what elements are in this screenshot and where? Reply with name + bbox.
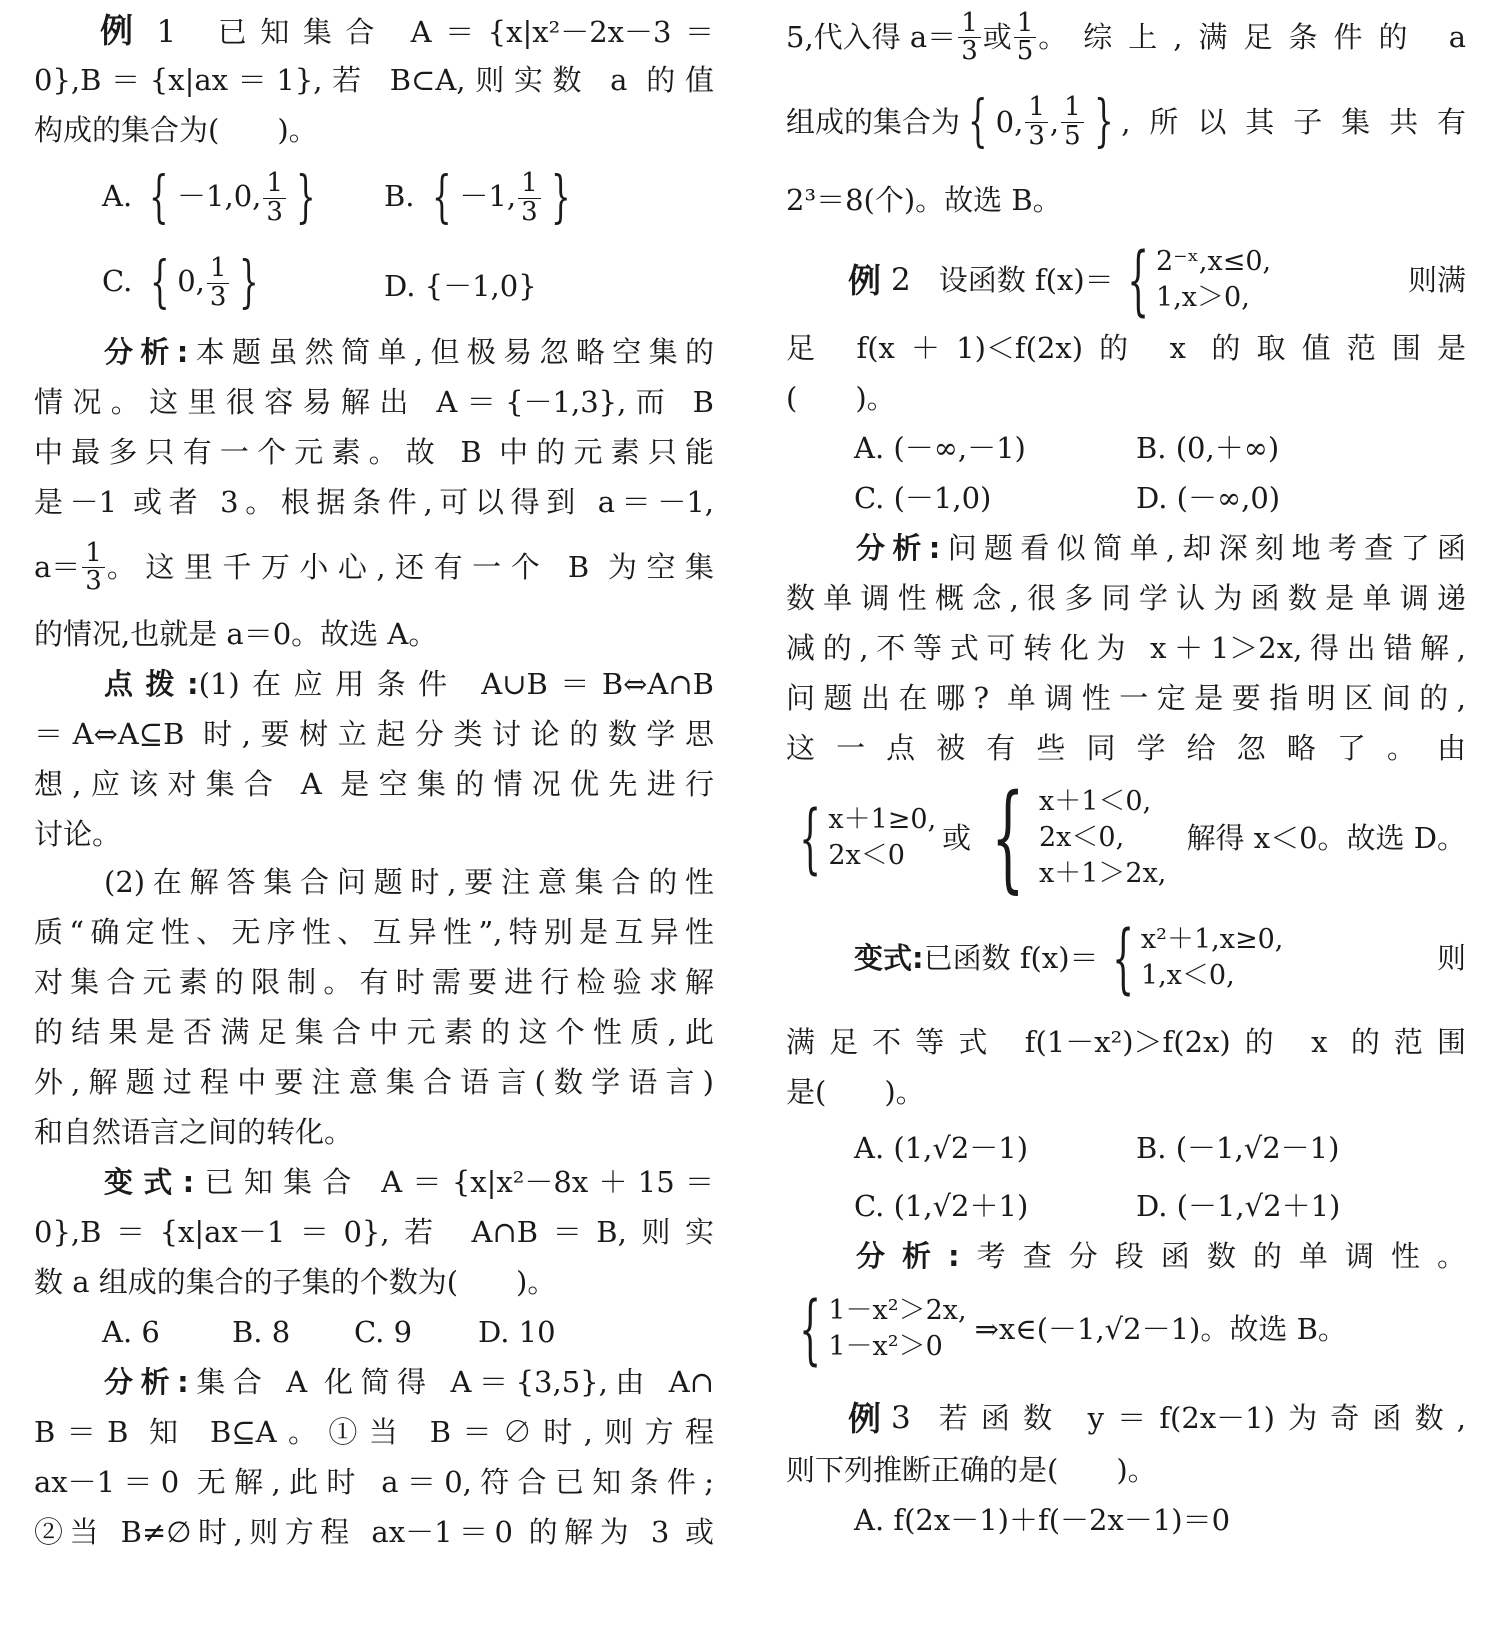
- analysis-2-line-2: B＝B 知 B⊆A。①当 B＝∅时,则方程: [34, 1415, 714, 1449]
- analysis-label: 分析:: [104, 335, 189, 369]
- tip-line-10: 和自然语言之间的转化。: [34, 1115, 354, 1149]
- tip-line-1: 点拨:(1)在应用条件 A∪B＝B⇔A∩B: [104, 667, 714, 701]
- analysis-1-line-5: a＝ $\frac{1}{3}$ 。这里千万小心,还有一个 B 为空集: [34, 538, 714, 597]
- analysis-1-line-6: 的情况,也就是 a＝0。故选 A。: [34, 617, 438, 651]
- example-1-option-c[interactable]: [102, 250, 267, 315]
- right-brace: }: [550, 165, 571, 230]
- example-1-option-b[interactable]: [384, 165, 578, 230]
- analysis-4-system: { 1－x²＞2x, 1－x²＞0 ⇒x∈(－1,√2－1)。故选 B。: [786, 1284, 1466, 1374]
- system-2: { x＋1＜0, 2x＜0, x＋1＞2x,: [991, 770, 1167, 905]
- analysis-label: 分析:: [856, 1239, 960, 1273]
- analysis-3-line-3: 减的,不等式可转化为 x＋1＞2x,得出错解,: [786, 631, 1466, 665]
- variant-label: 变式:: [854, 940, 924, 975]
- fraction-one-third: $\frac{1}{3}$: [518, 170, 541, 226]
- tip-line-4: 讨论。: [34, 817, 122, 851]
- tip-line-7: 对集合元素的限制。有时需要进行检验求解: [34, 965, 714, 999]
- left-brace: {: [431, 165, 452, 230]
- example-1-line-2: 0},B＝{x|ax＝1},若 B⊂A,则实数 a 的值: [34, 63, 714, 97]
- tip-line-3: 想,应该对集合 A 是空集的情况优先进行: [34, 767, 714, 801]
- example-3-option-a[interactable]: A. f(2x－1)＋f(－2x－1)＝0: [854, 1503, 1231, 1537]
- fraction-one-third: $\frac{1}{3}$: [263, 170, 286, 226]
- right-brace: }: [1093, 89, 1114, 154]
- fraction-one-third: $\frac{1}{3}$: [1025, 94, 1048, 150]
- right-brace: }: [295, 165, 316, 230]
- analysis-1-line-4: 是－1 或者 3。根据条件,可以得到 a＝－1,: [34, 485, 714, 519]
- example-2-line-3: ( )。: [786, 381, 896, 415]
- analysis-1-line-1: 分析:本题虽然简单,但极易忽略空集的: [104, 335, 714, 369]
- variant-1-option-a[interactable]: A. 6: [102, 1315, 160, 1349]
- analysis-3-line-2: 数单调性概念,很多同学认为函数是单调递: [786, 581, 1466, 615]
- left-brace: {: [149, 250, 170, 315]
- analysis-2-line-1: 分析:集合 A 化简得 A＝{3,5},由 A∩: [104, 1365, 714, 1399]
- tip-line-5: (2)在解答集合问题时,要注意集合的性: [104, 865, 714, 899]
- variant-1-line-3: 数 a 组成的集合的子集的个数为( )。: [34, 1265, 557, 1299]
- option-b-prefix: B.: [384, 179, 415, 213]
- variant-1-option-d[interactable]: D. 10: [478, 1315, 556, 1349]
- system-3: { 1－x²＞2x, 1－x²＞0: [799, 1284, 967, 1373]
- option-a-prefix: A.: [102, 179, 133, 213]
- example-3-number: 3: [891, 1400, 911, 1436]
- right-line-1: 5,代入得 a＝ $\frac{1}{3}$ 或 $\frac{1}{5}$ 。综上,满足条件的 a: [786, 8, 1466, 67]
- system-1: { x＋1≥0, 2x＜0: [799, 793, 937, 882]
- variant-2-line-1: 变式: 已函数 f(x)＝ { x²＋1,x≥0, 1,x＜0, 则: [854, 913, 1466, 1002]
- piecewise-function: { x²＋1,x≥0, 1,x＜0,: [1111, 913, 1284, 1002]
- tip-line-8: 的结果是否满足集合中元素的这个性质,此: [34, 1015, 714, 1049]
- inequality-systems: { x＋1≥0, 2x＜0 或 { x＋1＜0, 2x＜0, x＋1＞2x, 解得 x＜0。故选 D。: [786, 778, 1466, 898]
- variant-2-option-c[interactable]: C. (1,√2＋1): [854, 1189, 1029, 1223]
- variant-1-line-2: 0},B＝{x|ax－1＝0},若 A∩B＝B,则实: [34, 1215, 714, 1249]
- example-3-line-2: 则下列推断正确的是( )。: [786, 1453, 1157, 1487]
- analysis-2-line-3: ax－1＝0 无解,此时 a＝0,符合已知条件;: [34, 1465, 714, 1499]
- example-2-label: 例: [848, 260, 881, 300]
- left-brace: {: [149, 165, 170, 230]
- tip-line-2: ＝A⇔A⊆B 时,要树立起分类讨论的数学思: [34, 717, 714, 751]
- variant-2-line-2: 满足不等式 f(1－x²)＞f(2x)的 x 的范围: [786, 1025, 1466, 1059]
- variant-2-line-3: 是( )。: [786, 1075, 925, 1109]
- variant-1-option-b[interactable]: B. 8: [232, 1315, 291, 1349]
- right-brace: }: [239, 250, 260, 315]
- fraction-one-third: $\frac{1}{3}$: [82, 540, 105, 596]
- right-line-3: 2³＝8(个)。故选 B。: [786, 183, 1062, 217]
- example-1-line-3: 构成的集合为( )。: [34, 113, 318, 147]
- analysis-label: 分析:: [856, 531, 941, 565]
- option-b-body: －1,: [459, 179, 517, 213]
- example-1-text-1: 已知集合 A＝{x|x²－2x－3＝: [204, 15, 714, 49]
- left-brace: {: [968, 89, 988, 154]
- analysis-3-line-1: 分析:问题看似简单,却深刻地考查了函: [856, 531, 1466, 565]
- tip-line-6: 质“确定性、无序性、互异性”,特别是互异性: [34, 915, 714, 949]
- right-line-2: 组成的集合为 { 0, $\frac{1}{3}$ , $\frac{1}{5}$ } ,所以其子集共有: [786, 89, 1466, 154]
- variant-2-option-d[interactable]: D. (－1,√2＋1): [1136, 1189, 1341, 1223]
- example-1-line-1: [34, 11, 714, 50]
- example-1-label: 例: [100, 11, 147, 50]
- variant-1-option-c[interactable]: C. 9: [354, 1315, 413, 1349]
- tip-label: 点拨:: [104, 667, 199, 701]
- example-1-option-a[interactable]: [102, 165, 324, 230]
- tip-line-9: 外,解题过程中要注意集合语言(数学语言): [34, 1065, 714, 1099]
- analysis-3-line-5: 这一点被有些同学给忽略了。由: [786, 731, 1466, 765]
- fraction-one-fifth: $\frac{1}{5}$: [1061, 94, 1084, 150]
- example-1-number: 1: [156, 14, 177, 50]
- variant-label: 变式:: [104, 1165, 195, 1199]
- example-2-option-a[interactable]: A. (－∞,－1): [854, 431, 1026, 465]
- analysis-4-line-1: 分析:考查分段函数的单调性。: [856, 1239, 1466, 1273]
- option-c-prefix: C.: [102, 264, 133, 298]
- example-1-option-d[interactable]: D. {－1,0}: [384, 269, 537, 303]
- fraction-one-fifth: $\frac{1}{5}$: [1014, 10, 1037, 66]
- example-2-option-d[interactable]: D. (－∞,0): [1136, 481, 1281, 515]
- piecewise-function: { 2⁻ˣ,x≤0, 1,x＞0,: [1126, 235, 1272, 324]
- analysis-1-line-3: 中最多只有一个元素。故 B 中的元素只能: [34, 435, 714, 469]
- analysis-3-line-4: 问题出在哪? 单调性一定是要指明区间的,: [786, 681, 1466, 715]
- variant-1-line-1: 变式:已知集合 A＝{x|x²－8x＋15＝: [104, 1165, 714, 1199]
- example-2-line-1: 例 2 设函数 f(x)＝ { 2⁻ˣ,x≤0, 1,x＞0, 则满: [848, 235, 1466, 324]
- option-a-body: －1,0,: [177, 179, 262, 213]
- fraction-one-third: $\frac{1}{3}$: [207, 255, 230, 311]
- option-c-body: 0,: [177, 264, 205, 298]
- example-2-line-2: 足 f(x＋1)＜f(2x)的 x 的取值范围是: [786, 331, 1466, 365]
- example-2-option-b[interactable]: B. (0,＋∞): [1136, 431, 1280, 465]
- analysis-1-line-2: 情况。这里很容易解出 A＝{－1,3},而 B: [34, 385, 714, 419]
- example-2-number: 2: [891, 261, 911, 298]
- example-2-option-c[interactable]: C. (－1,0): [854, 481, 992, 515]
- variant-2-option-a[interactable]: A. (1,√2－1): [854, 1131, 1029, 1165]
- example-3-line-1: 例 3 若函数 y＝f(2x－1)为奇函数,: [848, 1399, 1466, 1438]
- analysis-2-line-4: ②当 B≠∅时,则方程 ax－1＝0 的解为 3 或: [34, 1515, 714, 1549]
- analysis-label: 分析:: [104, 1365, 189, 1399]
- variant-2-option-b[interactable]: B. (－1,√2－1): [1136, 1131, 1340, 1165]
- fraction-one-third: $\frac{1}{3}$: [958, 10, 981, 66]
- example-3-label: 例: [848, 1399, 881, 1438]
